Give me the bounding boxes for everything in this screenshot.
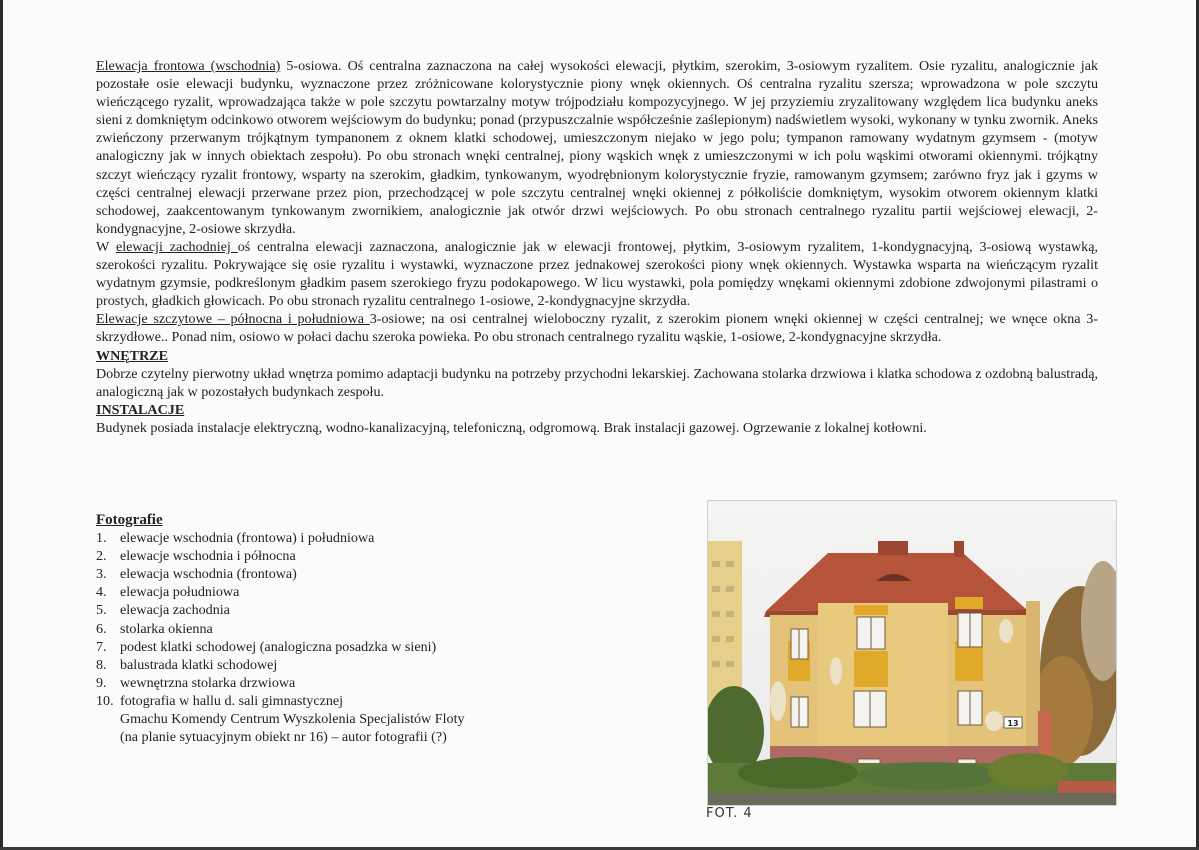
list-item-text: elewacje wschodnia (frontowa) i południowa [120, 530, 375, 547]
list-item-number: 7. [96, 638, 107, 655]
list-item [96, 674, 656, 692]
building-photo-illustration [708, 501, 1116, 805]
list-item-text: elewacja wschodnia (frontowa) [120, 566, 297, 583]
photo-caption: FOT. 4 [706, 806, 753, 821]
list-item-number: 3. [96, 566, 107, 583]
list-item [96, 601, 656, 619]
list-item-number: 5. [96, 602, 107, 619]
list-item-continuation: (na planie sytuacyjnym obiekt nr 16) – autor fotografii (?) [120, 729, 447, 746]
west-elevation-heading: elewacji zachodniej [115, 238, 238, 255]
photos-title: Fotografie [96, 512, 163, 528]
photo-list [96, 529, 656, 710]
list-item-number: 9. [96, 674, 107, 691]
list-item-text: wewnętrzna stolarka drzwiowa [120, 674, 296, 691]
list-item-number: 10. [96, 692, 114, 709]
photos-section [96, 511, 656, 746]
list-item [96, 583, 656, 601]
list-item [96, 638, 656, 656]
list-item-continuation: Gmachu Komendy Centrum Wyszkolenia Specjalistów Floty [120, 711, 465, 728]
gable-elevations-heading: Elewacje szczytowe – północna i południowa [96, 311, 370, 328]
list-item-number: 2. [96, 548, 107, 565]
list-item-text: stolarka okienna [120, 620, 213, 637]
front-elevation-heading: Elewacja frontowa (wschodnia) [96, 58, 281, 74]
front-elevation-body: 5-osiowa. Oś centralna zaznaczona na całej wysokości elewacji, płytkim, szerokim, 3-osiowym ryzalitem. Osie ryzalitu, analogicznie jak pozostałe osie elewacji budynku, wyznaczone przez zróżnicowane kolorystycznie piony wnęk okiennych. Oś centralna ryzalitu szersza; wprowadzona w pole szczytu wieńczącego ryzalit, wprowadzająca także w pole szczytu powtarzalny motyw trójpodziału kompozycyjnego. W jej przyziemiu zryzalitowany względem lica budynku aneks sieni z domkniętym odcinkowo otworem wejściowym do budynku; ponad (przypuszczalnie współcześnie zaślepionym) nadświetlem wysoki, wykonany w tynku zwornik. Aneks zwieńczony przerwanym trójkątnym tympanonem z oknem klatki schodowej, umieszczonym niejako w jego polu; tympanon ramowany wydatnym gzymsem - (motyw analogiczny jak w innych obiektach zespołu). Po obu stronach wnęki centralnej, piony wąskich wnęk z umieszczonymi w ich polu wąskimi otworami okiennymi. trójkątny szczyt wieńczący ryzalit frontowy, wsparty na szerokim, gładkim, tynkowanym, wyodrębnionym kolorystycznie fryzie, ramowanym gzymsem; zarówno fryz jak i gzyms w części centralnej elewacji przerwane przez pion, przechodzącej w pole szczytu centralnej wnęki okiennej z półkoliście domkniętym, wysokim otworem okiennym klatki schodowej, zaakcentowanym tynkowanym zwornikiem, analogicznie jak otwór drzwi wejściowych. Po obu stronach centralnego ryzalitu partii wejściowej elewacji, 2-kondygnacyjne, 2-osiowe skrzydła. [96, 58, 1098, 237]
list-item-number: 8. [96, 656, 107, 673]
installations-heading: INSTALACJE [96, 401, 185, 418]
west-elevation-body: oś centralna elewacji zaznaczona, analogicznie jak w elewacji frontowej, płytkim, 3-osiowym ryzalitem, 1-kondygnacyjną, 3-osiową wystawką, szerokości ryzalitu. Pokrywające się osie ryzalitu i wystawki, wyznaczone przez jednakowej szerokości piony wnęk okiennych. Wystawka wsparta na wieńczącym ryzalit wydatnym gzymsie, podkreślonym gładkim pasem szerokiego fryzu podokapowego. W licu wystawki, pola pomiędzy wnękami okiennymi zdobione zdwojonymi pilastrami o prostych, gładkich głowicach. Po obu stronach ryzalitu centralnego 1-osiowe, 2-kondygnacyjne skrzydła. [96, 238, 1098, 310]
interior-heading: WNĘTRZE [96, 347, 169, 364]
building-photo [707, 500, 1117, 806]
list-item [96, 692, 656, 710]
gable-elevations-paragraph [96, 310, 1098, 346]
house-number: 13 [1007, 719, 1019, 728]
description-text [96, 57, 1098, 437]
list-item-text: elewacje wschodnia i północna [120, 548, 296, 565]
list-item [96, 620, 656, 638]
west-elevation-paragraph [96, 238, 1098, 310]
list-item-number: 6. [96, 620, 107, 637]
list-item-text: elewacja zachodnia [120, 602, 230, 619]
front-elevation-paragraph [96, 57, 1098, 238]
scan-edge-left [0, 0, 3, 850]
list-item [96, 529, 656, 547]
list-item-text: elewacja południowa [120, 584, 240, 601]
west-elevation-prefix: W [96, 238, 116, 255]
list-item-number: 4. [96, 584, 107, 601]
list-item [96, 565, 656, 583]
list-item-text: podest klatki schodowej (analogiczna posadzka w sieni) [120, 638, 437, 655]
list-item [96, 656, 656, 674]
interior-body: Dobrze czytelny pierwotny układ wnętrza pomimo adaptacji budynku na potrzeby przychodni lekarskiej. Zachowana stolarka drzwiowa i klatka schodowa z ozdobną balustradą, analogiczną jak w pozostałych budynkach zespołu. [96, 365, 1098, 400]
installations-body: Budynek posiada instalacje elektryczną, wodno-kanalizacyjną, telefoniczną, odgromową. Brak instalacji gazowej. Ogrzewanie z lokalnej kotłowni. [96, 419, 927, 436]
gable-elevations-body: 3-osiowe; na osi centralnej wieloboczny ryzalit, z szerokim pionem wnęki okiennej w części centralnej; we wnęce okna 3-skrzydłowe.. Ponad nim, osiowo w połaci dachu szeroka powieka. Po obu stronach centralnego ryzalitu wąskie, 1-osiowe, 2-kondygnacyjne skrzydła. [96, 311, 1098, 346]
list-item-text: fotografia w hallu d. sali gimnastycznej [120, 692, 344, 709]
list-item-number: 1. [96, 530, 107, 547]
list-item [96, 547, 656, 565]
list-item-text: balustrada klatki schodowej [120, 656, 278, 673]
